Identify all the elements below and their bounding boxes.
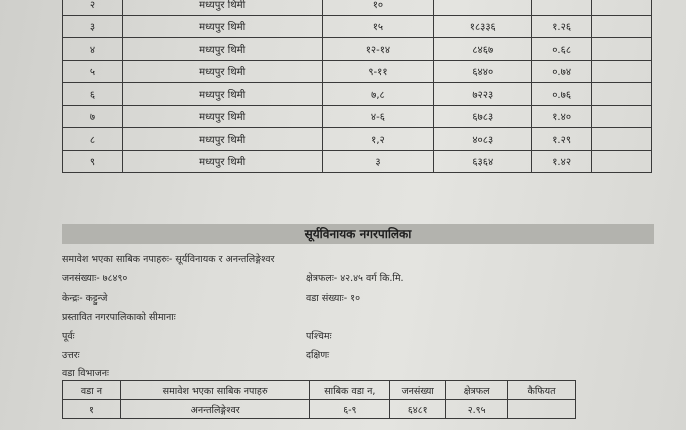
remarks-cell — [592, 15, 652, 38]
ward-number-cell: ५ — [63, 60, 123, 83]
old-wards-cell: ७,८ — [322, 83, 434, 106]
header-remarks: कैफियत — [508, 381, 576, 400]
ward-number-cell: ७ — [63, 105, 123, 128]
remarks-cell — [592, 83, 652, 106]
boundaries-heading: प्रस्तावित नगरपालिकाको सीमानाः — [62, 312, 176, 323]
old-wards-cell: १० — [322, 0, 434, 15]
old-wards-cell: १२-१४ — [322, 38, 434, 61]
old-wards-cell: ३ — [322, 150, 434, 173]
old-wards-cell: ६-९ — [310, 400, 390, 419]
area-cell: १.२६ — [532, 15, 592, 38]
area-cell: ०.७६ — [532, 83, 592, 106]
south-boundary-label: दक्षिणः — [306, 350, 330, 361]
area-cell: ०.७४ — [532, 60, 592, 83]
header-population: जनसंख्या — [390, 381, 446, 400]
population-cell: ८४६७ — [434, 38, 532, 61]
ward-table-madhyapur-thimi — [62, 0, 652, 173]
remarks-cell — [592, 60, 652, 83]
old-wards-cell: ४-६ — [322, 105, 434, 128]
area-cell: १.४० — [532, 105, 592, 128]
population-cell: ६४८१ — [390, 400, 446, 419]
ward-number-cell: ४ — [63, 38, 123, 61]
remarks-cell — [508, 400, 576, 419]
area-cell: ०.६८ — [532, 38, 592, 61]
remarks-cell — [592, 0, 652, 15]
table-row — [63, 0, 652, 15]
old-wards-cell: १,२ — [322, 128, 434, 151]
old-wards-cell: ९-११ — [322, 60, 434, 83]
population-cell — [434, 0, 532, 15]
west-boundary-label: पश्चिमः — [306, 331, 332, 342]
area-cell — [532, 0, 592, 15]
municipality-name-cell: अनन्तलिङ्गेश्वर — [120, 400, 310, 419]
population-cell: ४०८३ — [434, 128, 532, 151]
table-row — [63, 60, 652, 83]
remarks-cell — [592, 150, 652, 173]
table-header-row — [63, 381, 576, 400]
ward-number-cell: ८ — [63, 128, 123, 151]
table-row — [63, 38, 652, 61]
table-row — [63, 128, 652, 151]
table-row — [63, 83, 652, 106]
merged-municipalities-line: समावेश भएका साबिक नपाहरुः- सूर्यविनायक र अनन्तलिङ्गेश्वर — [62, 254, 275, 265]
ward-number-cell: १ — [63, 400, 121, 419]
municipality-name-cell: मध्यपुर थिमी — [122, 38, 322, 61]
municipality-name-cell: मध्यपुर थिमी — [122, 105, 322, 128]
municipality-name-cell: मध्यपुर थिमी — [122, 60, 322, 83]
table-row — [63, 400, 576, 419]
ward-number-cell: ३ — [63, 15, 123, 38]
ward-table-suryabinayak — [62, 380, 576, 419]
municipality-name-cell: मध्यपुर थिमी — [122, 150, 322, 173]
area-cell: १.४२ — [532, 150, 592, 173]
old-wards-cell: १५ — [322, 15, 434, 38]
area-cell: २.९५ — [446, 400, 508, 419]
area-line: क्षेत्रफलः- ४२.४५ वर्ग कि.मि. — [306, 273, 404, 284]
ward-number-cell: ९ — [63, 150, 123, 173]
remarks-cell — [592, 128, 652, 151]
header-merged-municipalities: समावेश भएका साबिक नपाहरु — [120, 381, 310, 400]
population-cell: ६३६४ — [434, 150, 532, 173]
population-cell: ६७८३ — [434, 105, 532, 128]
municipality-name-cell: मध्यपुर थिमी — [122, 15, 322, 38]
area-cell: १.२९ — [532, 128, 592, 151]
header-area: क्षेत्रफल — [446, 381, 508, 400]
table-row — [63, 105, 652, 128]
remarks-cell — [592, 38, 652, 61]
ward-count-line: वडा संख्याः- १० — [306, 293, 361, 304]
section-title: सूर्यविनायक नगरपालिका — [62, 224, 654, 244]
population-cell: ७२२३ — [434, 83, 532, 106]
north-boundary-label: उत्तरः — [62, 350, 80, 361]
east-boundary-label: पूर्वः — [62, 331, 75, 342]
municipality-name-cell: मध्यपुर थिमी — [122, 83, 322, 106]
table-row — [63, 150, 652, 173]
ward-division-label: वडा विभाजनः — [62, 368, 109, 379]
population-line: जनसंख्याः- ७८४९० — [62, 273, 128, 284]
ward-number-cell: ६ — [63, 83, 123, 106]
center-line: केन्द्रः- कट्टुन्जे — [62, 293, 108, 304]
header-ward-no: वडा न — [63, 381, 121, 400]
municipality-name-cell: मध्यपुर थिमी — [122, 0, 322, 15]
remarks-cell — [592, 105, 652, 128]
population-cell: १८३३६ — [434, 15, 532, 38]
header-old-ward-no: साबिक वडा न, — [310, 381, 390, 400]
ward-number-cell: २ — [63, 0, 123, 15]
table-row — [63, 15, 652, 38]
municipality-name-cell: मध्यपुर थिमी — [122, 128, 322, 151]
population-cell: ६४४० — [434, 60, 532, 83]
